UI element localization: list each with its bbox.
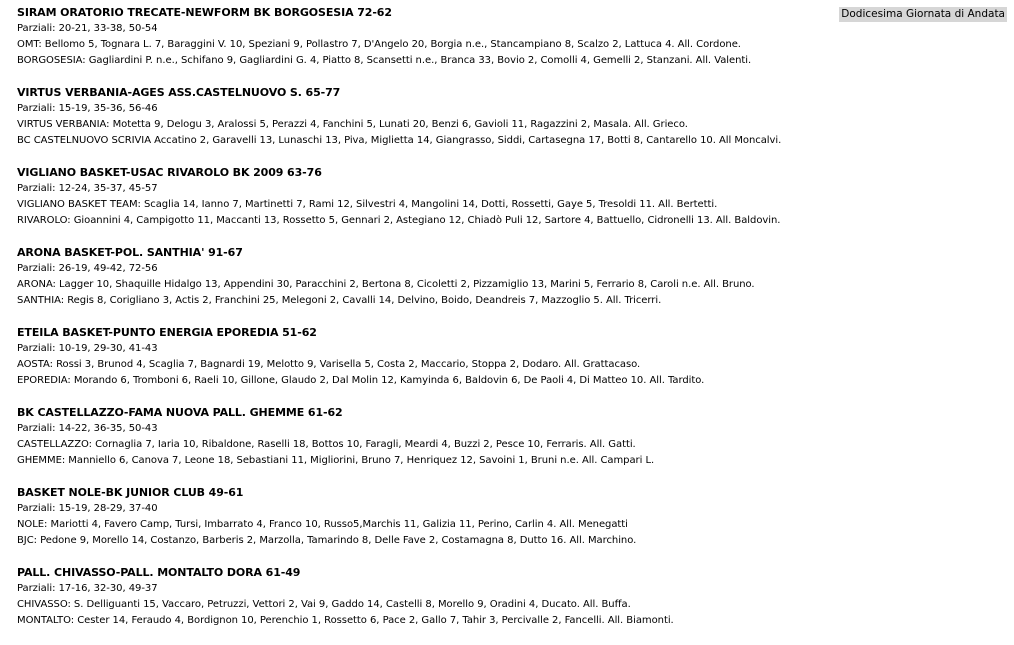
home-team-scorers: CHIVASSO: S. Delliguanti 15, Vaccaro, Petruzzi, Vettori 2, Vai 9, Gaddo 14, Castelli 8, Morello 9, Oradini 4, Ducato. All. Buffa. [17, 599, 631, 610]
game-title: ETEILA BASKET-PUNTO ENERGIA EPOREDIA 51-62 [17, 326, 317, 339]
game-title: BASKET NOLE-BK JUNIOR CLUB 49-61 [17, 486, 244, 499]
away-team-scorers: GHEMME: Manniello 6, Canova 7, Leone 18, Sebastiani 11, Migliorini, Bruno 7, Henriquez 12, Savoini 1, Bruni n.e. All. Campari L. [17, 455, 655, 466]
away-team-scorers: BJC: Pedone 9, Morello 14, Costanzo, Barberis 2, Marzolla, Tamarindo 8, Delle Fave 2, Costamagna 8, Dutto 16. All. Marchino. [17, 535, 637, 546]
game-block [17, 405, 1007, 469]
game-partials: Parziali: 20-21, 33-38, 50-54 [17, 23, 158, 34]
home-team-scorers: VIGLIANO BASKET TEAM: Scaglia 14, Ianno 7, Martinetti 7, Rami 12, Silvestri 4, Mangolini 14, Dotti, Rossetti, Gaye 5, Tresoldi 11. All. Bertetti. [17, 199, 718, 210]
game-block [17, 85, 1007, 149]
away-team-scorers: RIVAROLO: Gioannini 4, Campigotto 11, Maccanti 13, Rossetto 5, Gennari 2, Astegiano 12, Chiadò Puli 12, Sartore 4, Battuello, Cidronelli 13. All. Baldovin. [17, 215, 781, 226]
game-title: SIRAM ORATORIO TRECATE-NEWFORM BK BORGOSESIA 72-62 [17, 6, 392, 19]
game-title: ARONA BASKET-POL. SANTHIA' 91-67 [17, 246, 243, 259]
home-team-scorers: VIRTUS VERBANIA: Motetta 9, Delogu 3, Aralossi 5, Perazzi 4, Fanchini 5, Lunati 20, Benzi 6, Gavioli 11, Ragazzini 2, Masala. All. Grieco. [17, 119, 688, 130]
home-team-scorers: OMT: Bellomo 5, Tognara L. 7, Baraggini V. 10, Speziani 9, Pollastro 7, D'Angelo 20, Borgia n.e., Stancampiano 8, Scalzo 2, Lattuca 4. All. Cordone. [17, 39, 741, 50]
away-team-scorers: SANTHIA: Regis 8, Corigliano 3, Actis 2, Franchini 25, Melegoni 2, Cavalli 14, Delvino, Boido, Deandreis 7, Mazzoglio 5. All. Tricerri. [17, 295, 662, 306]
home-team-scorers: ARONA: Lagger 10, Shaquille Hidalgo 13, Appendini 30, Paracchini 2, Bertona 8, Cicoletti 2, Pizzamiglio 13, Marini 5, Ferrario 8, Caroli n.e. All. Bruno. [17, 279, 755, 290]
game-block [17, 5, 1007, 69]
game-title: PALL. CHIVASSO-PALL. MONTALTO DORA 61-49 [17, 566, 301, 579]
game-block [17, 245, 1007, 309]
game-partials: Parziali: 15-19, 35-36, 56-46 [17, 103, 158, 114]
game-partials: Parziali: 15-19, 28-29, 37-40 [17, 503, 158, 514]
game-block [17, 485, 1007, 549]
home-team-scorers: CASTELLAZZO: Cornaglia 7, Iaria 10, Ribaldone, Raselli 18, Bottos 10, Faragli, Meardi 4, Buzzi 2, Pesce 10, Ferraris. All. Gatti. [17, 439, 636, 450]
game-title: VIGLIANO BASKET-USAC RIVAROLO BK 2009 63-76 [17, 166, 322, 179]
game-partials: Parziali: 17-16, 32-30, 49-37 [17, 583, 158, 594]
game-block [17, 565, 1007, 629]
results-list [17, 5, 1007, 645]
game-partials: Parziali: 26-19, 49-42, 72-56 [17, 263, 158, 274]
away-team-scorers: BORGOSESIA: Gagliardini P. n.e., Schifano 9, Gagliardini G. 4, Piatto 8, Scansetti n.e., Branca 33, Bovio 2, Comolli 4, Gemelli 2, Stanzani. All. Valenti. [17, 55, 752, 66]
home-team-scorers: NOLE: Mariotti 4, Favero Camp, Tursi, Imbarrato 4, Franco 10, Russo5,Marchis 11, Galizia 11, Perino, Carlin 4. All. Menegatti [17, 519, 628, 530]
game-title: BK CASTELLAZZO-FAMA NUOVA PALL. GHEMME 61-62 [17, 406, 343, 419]
away-team-scorers: MONTALTO: Cester 14, Feraudo 4, Bordignon 10, Perenchio 1, Rossetto 6, Pace 2, Gallo 7, Tahir 3, Percivalle 2, Fancelli. All. Biamonti. [17, 615, 674, 626]
game-block [17, 325, 1007, 389]
game-partials: Parziali: 12-24, 35-37, 45-57 [17, 183, 158, 194]
game-block [17, 165, 1007, 229]
home-team-scorers: AOSTA: Rossi 3, Brunod 4, Scaglia 7, Bagnardi 19, Melotto 9, Varisella 5, Costa 2, Maccario, Stoppa 2, Dodaro. All. Grattacaso. [17, 359, 641, 370]
game-partials: Parziali: 14-22, 36-35, 50-43 [17, 423, 158, 434]
away-team-scorers: EPOREDIA: Morando 6, Tromboni 6, Raeli 10, Gillone, Glaudo 2, Dal Molin 12, Kamyinda 6, Baldovin 6, De Paoli 4, Di Matteo 10. All. Tardito. [17, 375, 705, 386]
round-label: Dodicesima Giornata di Andata [841, 8, 1005, 20]
game-title: VIRTUS VERBANIA-AGES ASS.CASTELNUOVO S. 65-77 [17, 86, 341, 99]
game-partials: Parziali: 10-19, 29-30, 41-43 [17, 343, 158, 354]
away-team-scorers: BC CASTELNUOVO SCRIVIA Accatino 2, Garavelli 13, Lunaschi 13, Piva, Miglietta 14, Giangrasso, Siddi, Cartasegna 17, Botti 8, Cantarello 10. All Moncalvi. [17, 135, 782, 146]
